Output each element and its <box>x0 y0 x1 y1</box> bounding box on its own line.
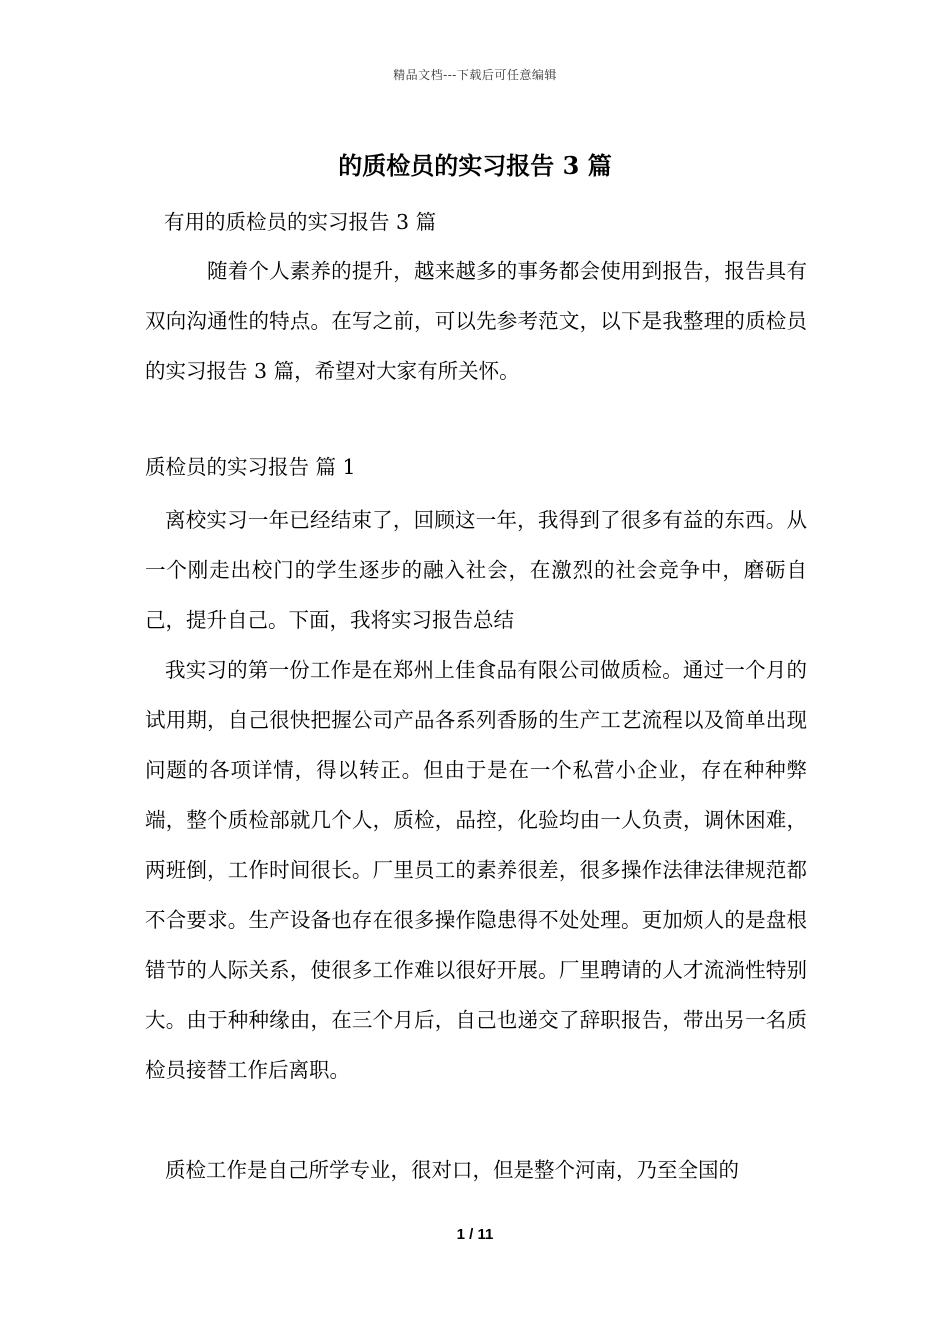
document-subtitle: 有用的质检员的实习报告 3 篇 <box>164 210 437 234</box>
page-header: 精品文档---下载后可任意编辑 <box>393 68 557 82</box>
body-paragraph-3: 质检工作是自己所学专业，很对口，但是整个河南，乃至全国的 <box>165 1158 739 1182</box>
page-number: 1 / 11 <box>456 1226 494 1243</box>
document-title: 的质检员的实习报告 3 篇 <box>338 151 612 180</box>
intro-paragraph: 随着个人素养的提升，越来越多的事务都会使用到报告，报告具有双向沟通性的特点。在写之前，可以先参考范文，以下是我整理的质检员的实习报告 3 篇，希望对大家有所关怀。 <box>145 259 807 383</box>
body-paragraph-2: 我实习的第一份工作是在郑州上佳食品有限公司做质检。通过一个月的试用期，自己很快把握公司产品各系列香肠的生产工艺流程以及简单出现问题的各项详情，得以转正。但由于是在一个私营小企业，存在种种弊端，整个质检部就几个人，质检，品控，化验均由一人负责，调休困难，两班倒，工作时间很长。厂里员工的素养很差，很多操作法律法律规范都不合要求。生产设备也存在很多操作隐患得不处处理。更加烦人的是盘根错节的人际关系，使很多工作难以很好开展。厂里聘请的人才流淌性特别大。由于种种缘由，在三个月后，自己也递交了辞职报告，带出另一名质检员接替工作后离职。 <box>145 658 807 1082</box>
section-heading: 质检员的实习报告 篇 1 <box>145 455 356 479</box>
body-paragraph-1: 离校实习一年已经结束了，回顾这一年，我得到了很多有益的东西。从一个刚走出校门的学生逐步的融入社会，在激烈的社会竞争中，磨砺自己，提升自己。下面，我将实习报告总结 <box>145 508 807 632</box>
